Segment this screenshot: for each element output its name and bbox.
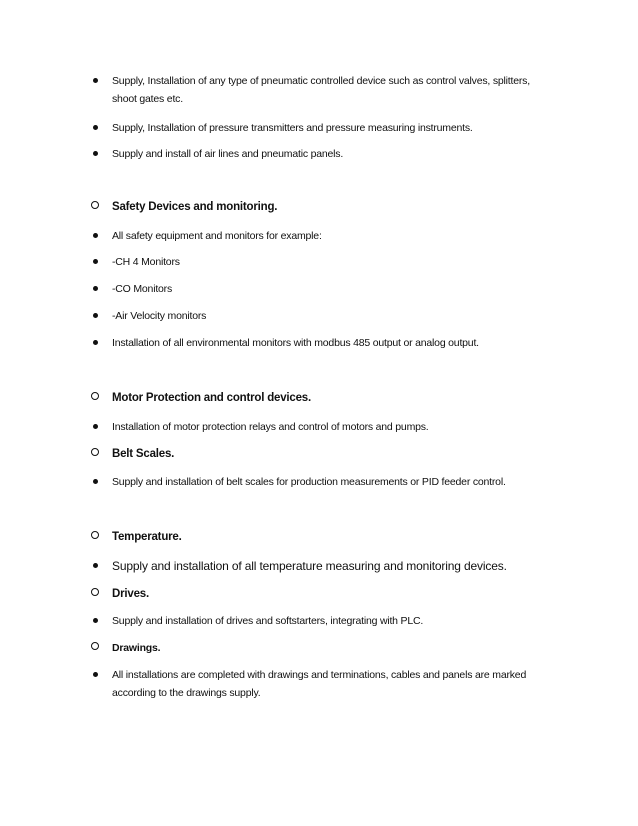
hollow-circle-icon bbox=[91, 201, 99, 209]
section-heading-text: Safety Devices and monitoring. bbox=[112, 201, 278, 213]
list-item-text: Installation of motor protection relays and control of motors and pumps. bbox=[112, 421, 429, 433]
bullet-icon bbox=[93, 340, 98, 345]
list-item-text: -CO Monitors bbox=[112, 283, 173, 295]
list-item-text: Supply and installation of drives and softstarters, integrating with PLC. bbox=[112, 615, 424, 627]
bullet-icon bbox=[93, 618, 98, 623]
list-item-text: All safety equipment and monitors for example: bbox=[112, 230, 322, 242]
section-heading-text: Temperature. bbox=[112, 531, 182, 543]
section-heading-text: Motor Protection and control devices. bbox=[112, 392, 311, 404]
list-item-text: Supply, Installation of any type of pneumatic controlled device such as control valves, splitters, shoot gates etc. bbox=[112, 75, 530, 105]
bullet-icon bbox=[93, 233, 98, 238]
bullet-icon bbox=[93, 151, 98, 156]
bullet-icon bbox=[93, 259, 98, 264]
section-heading-text: Drives. bbox=[112, 588, 149, 600]
bullet-icon bbox=[93, 286, 98, 291]
section-heading-text: Belt Scales. bbox=[112, 448, 175, 460]
hollow-circle-icon bbox=[91, 642, 99, 650]
list-item-text: -Air Velocity monitors bbox=[112, 310, 207, 322]
bullet-icon bbox=[93, 479, 98, 484]
list-item-text: Supply and install of air lines and pneumatic panels. bbox=[112, 148, 344, 160]
bullet-icon bbox=[93, 672, 98, 677]
hollow-circle-icon bbox=[91, 531, 99, 539]
list-item-text: All installations are completed with drawings and terminations, cables and panels are marked according to the drawings supply. bbox=[112, 669, 527, 699]
bullet-icon bbox=[93, 424, 98, 429]
bullet-icon bbox=[93, 563, 98, 568]
list-item-text: Installation of all environmental monitors with modbus 485 output or analog output. bbox=[112, 337, 479, 349]
section-heading-text: Drawings. bbox=[112, 642, 161, 654]
bullet-icon bbox=[93, 78, 98, 83]
list-item-text: Supply and installation of all temperature measuring and monitoring devices. bbox=[112, 559, 507, 573]
list-item-text: Supply, Installation of pressure transmitters and pressure measuring instruments. bbox=[112, 122, 473, 134]
bullet-icon bbox=[93, 313, 98, 318]
list-item-text: -CH 4 Monitors bbox=[112, 256, 180, 268]
hollow-circle-icon bbox=[91, 448, 99, 456]
hollow-circle-icon bbox=[91, 392, 99, 400]
list-item-text: Supply and installation of belt scales for production measurements or PID feeder control. bbox=[112, 476, 506, 488]
hollow-circle-icon bbox=[91, 588, 99, 596]
bullet-icon bbox=[93, 125, 98, 130]
